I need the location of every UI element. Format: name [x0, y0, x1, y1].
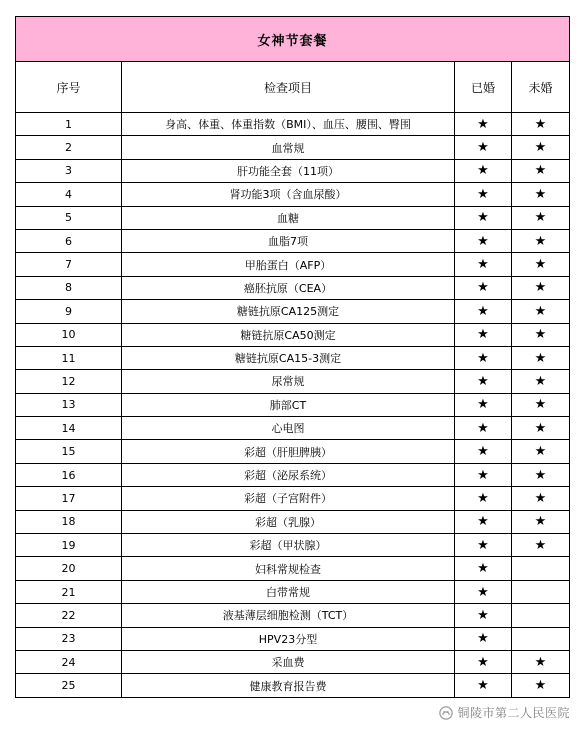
star-mark: ★: [477, 467, 489, 483]
cell-no: 5: [16, 206, 122, 229]
cell-single: [512, 370, 570, 393]
cell-item: 采血费: [122, 650, 455, 673]
star-mark: ★: [534, 257, 547, 273]
cell-single: [512, 346, 570, 369]
star-mark: ★: [477, 631, 489, 647]
cell-married: [455, 253, 512, 276]
star-mark: ★: [534, 350, 547, 366]
star-mark: ★: [534, 654, 547, 670]
cell-item: 妇科常规检查: [122, 557, 455, 580]
star-mark: ★: [477, 607, 489, 623]
cell-single: [512, 650, 570, 673]
cell-item: 彩超（肝胆脾胰）: [122, 440, 455, 463]
cell-married: [455, 300, 512, 323]
star-mark: ★: [477, 350, 489, 366]
table-row: [16, 417, 570, 440]
cell-no: 13: [16, 393, 122, 416]
cell-single: [512, 487, 570, 510]
cell-item: 血糖: [122, 206, 455, 229]
cell-married: [455, 534, 512, 557]
cell-married: [455, 136, 512, 159]
star-mark: ★: [477, 303, 489, 319]
star-mark: ★: [477, 186, 489, 202]
star-mark: ★: [534, 420, 547, 436]
cell-no: 7: [16, 253, 122, 276]
cell-no: 8: [16, 276, 122, 299]
cell-no: 17: [16, 487, 122, 510]
star-mark: ★: [534, 444, 547, 460]
star-mark: ★: [477, 257, 489, 273]
star-mark: ★: [534, 303, 547, 319]
header-row: [16, 62, 570, 113]
cell-married: [455, 276, 512, 299]
cell-married: [455, 604, 512, 627]
star-mark: ★: [477, 420, 489, 436]
star-mark: ★: [534, 490, 547, 506]
table-row: [16, 323, 570, 346]
watermark-text: 铜陵市第二人民医院: [457, 706, 570, 720]
star-mark: ★: [477, 678, 489, 694]
table-title: 女神节套餐: [16, 17, 570, 62]
cell-item: 肺部CT: [122, 393, 455, 416]
cell-no: 18: [16, 510, 122, 533]
header-single: 未婚: [512, 62, 570, 113]
cell-single: [512, 417, 570, 440]
star-mark: ★: [477, 116, 489, 132]
cell-single: [512, 463, 570, 486]
star-mark: ★: [534, 210, 547, 226]
cell-single: [512, 300, 570, 323]
cell-single: [512, 229, 570, 252]
cell-no: 9: [16, 300, 122, 323]
star-mark: ★: [477, 233, 489, 249]
star-mark: ★: [477, 140, 489, 156]
star-mark: ★: [477, 561, 489, 577]
cell-married: [455, 510, 512, 533]
table-row: [16, 510, 570, 533]
star-mark: ★: [477, 280, 489, 296]
star-mark: ★: [534, 116, 547, 132]
cell-no: 24: [16, 650, 122, 673]
table-row: [16, 206, 570, 229]
star-mark: ★: [534, 280, 547, 296]
header-married: 已婚: [455, 62, 512, 113]
cell-item: 彩超（子宫附件）: [122, 487, 455, 510]
star-mark: ★: [534, 678, 547, 694]
table-row: [16, 159, 570, 182]
cell-item: 身高、体重、体重指数（BMI）、血压、腰围、臀围: [122, 113, 455, 136]
star-mark: ★: [534, 397, 547, 413]
table-row: [16, 650, 570, 673]
cell-item: 糖链抗原CA50测定: [122, 323, 455, 346]
header-no: 序号: [16, 62, 122, 113]
star-mark: ★: [477, 537, 489, 553]
cell-single: [512, 604, 570, 627]
cell-item: 健康教育报告费: [122, 674, 455, 697]
star-mark: ★: [477, 210, 489, 226]
cell-single: [512, 557, 570, 580]
star-mark: ★: [477, 514, 489, 530]
cell-married: [455, 487, 512, 510]
cell-item: 血脂7项: [122, 229, 455, 252]
cell-item: 彩超（乳腺）: [122, 510, 455, 533]
table-row: [16, 229, 570, 252]
cell-item: 血常规: [122, 136, 455, 159]
cell-married: [455, 370, 512, 393]
cell-single: [512, 136, 570, 159]
cell-married: [455, 674, 512, 697]
cell-item: 肝功能全套（11项）: [122, 159, 455, 182]
cell-no: 20: [16, 557, 122, 580]
cell-no: 6: [16, 229, 122, 252]
cell-married: [455, 113, 512, 136]
watermark: [439, 704, 570, 721]
cell-single: [512, 534, 570, 557]
star-mark: ★: [477, 327, 489, 343]
cell-item: HPV23分型: [122, 627, 455, 650]
header-item: 检查项目: [122, 62, 455, 113]
table-row: [16, 440, 570, 463]
table-row: [16, 463, 570, 486]
cell-married: [455, 440, 512, 463]
table-row: [16, 253, 570, 276]
cell-no: 19: [16, 534, 122, 557]
cell-item: 糖链抗原CA15-3测定: [122, 346, 455, 369]
table-row: [16, 393, 570, 416]
cell-married: [455, 346, 512, 369]
cell-married: [455, 650, 512, 673]
cell-item: 肾功能3项（含血尿酸）: [122, 183, 455, 206]
star-mark: ★: [534, 373, 547, 389]
cell-single: [512, 183, 570, 206]
package-sheet: [15, 16, 569, 698]
cell-married: [455, 627, 512, 650]
table-row: [16, 136, 570, 159]
cell-single: [512, 393, 570, 416]
cell-married: [455, 393, 512, 416]
cell-item: 彩超（泌尿系统）: [122, 463, 455, 486]
star-mark: ★: [477, 584, 489, 600]
star-mark: ★: [477, 654, 489, 670]
cell-single: [512, 627, 570, 650]
cell-married: [455, 323, 512, 346]
cell-single: [512, 253, 570, 276]
cell-no: 11: [16, 346, 122, 369]
cell-item: 彩超（甲状腺）: [122, 534, 455, 557]
cell-single: [512, 276, 570, 299]
star-mark: ★: [534, 467, 547, 483]
cell-item: 液基薄层细胞检测（TCT）: [122, 604, 455, 627]
cell-no: 25: [16, 674, 122, 697]
cell-married: [455, 229, 512, 252]
table-row: [16, 487, 570, 510]
cell-single: [512, 674, 570, 697]
cell-no: 4: [16, 183, 122, 206]
cell-single: [512, 206, 570, 229]
table-row: [16, 183, 570, 206]
cell-item: 甲胎蛋白（AFP）: [122, 253, 455, 276]
star-mark: ★: [477, 397, 489, 413]
star-mark: ★: [477, 373, 489, 389]
cell-single: [512, 113, 570, 136]
table-row: [16, 580, 570, 603]
cell-married: [455, 183, 512, 206]
cell-single: [512, 580, 570, 603]
cell-married: [455, 417, 512, 440]
cell-single: [512, 510, 570, 533]
table-row: [16, 604, 570, 627]
cell-no: 22: [16, 604, 122, 627]
star-mark: ★: [477, 490, 489, 506]
table-row: [16, 370, 570, 393]
cell-no: 15: [16, 440, 122, 463]
cell-no: 2: [16, 136, 122, 159]
cell-item: 癌胚抗原（CEA）: [122, 276, 455, 299]
star-mark: ★: [534, 514, 547, 530]
cell-no: 10: [16, 323, 122, 346]
cell-single: [512, 440, 570, 463]
table-row: [16, 346, 570, 369]
cell-item: 白带常规: [122, 580, 455, 603]
table-row: [16, 534, 570, 557]
star-mark: ★: [477, 163, 489, 179]
cell-no: 3: [16, 159, 122, 182]
star-mark: ★: [534, 537, 547, 553]
star-mark: ★: [534, 163, 547, 179]
cell-no: 16: [16, 463, 122, 486]
cell-married: [455, 206, 512, 229]
cell-single: [512, 323, 570, 346]
cell-item: 糖链抗原CA125测定: [122, 300, 455, 323]
table-row: [16, 674, 570, 697]
cell-no: 12: [16, 370, 122, 393]
star-mark: ★: [534, 140, 547, 156]
cell-item: 心电图: [122, 417, 455, 440]
table-row: [16, 113, 570, 136]
cell-no: 23: [16, 627, 122, 650]
package-table: [15, 16, 570, 698]
cell-married: [455, 159, 512, 182]
cell-married: [455, 463, 512, 486]
star-mark: ★: [534, 186, 547, 202]
table-body: [16, 113, 570, 698]
star-mark: ★: [534, 327, 547, 343]
star-mark: ★: [534, 233, 547, 249]
table-row: [16, 276, 570, 299]
wechat-official-account-icon: [439, 706, 453, 720]
table-row: [16, 300, 570, 323]
cell-single: [512, 159, 570, 182]
cell-no: 21: [16, 580, 122, 603]
table-row: [16, 557, 570, 580]
cell-item: 尿常规: [122, 370, 455, 393]
cell-married: [455, 580, 512, 603]
cell-married: [455, 557, 512, 580]
cell-no: 1: [16, 113, 122, 136]
cell-no: 14: [16, 417, 122, 440]
table-row: [16, 627, 570, 650]
star-mark: ★: [477, 444, 489, 460]
